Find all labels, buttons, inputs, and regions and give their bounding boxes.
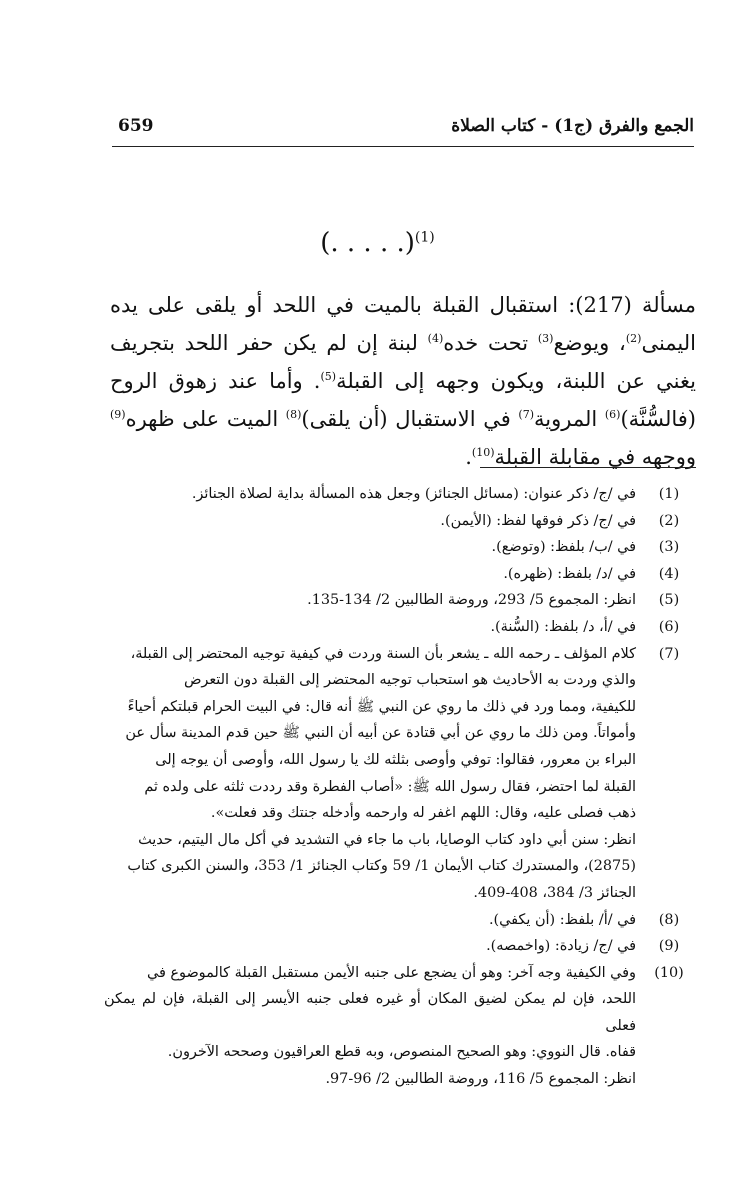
footnote-line: في /ج/ زيادة: (واخمصه). [486, 938, 636, 955]
footnote-number: (5) [658, 592, 680, 609]
footnote-line: للكيفية، ومما ورد في ذلك ما روي عن النبي ﷺ أنه قال: في البيت الحرام قبلتكم أحياءً [127, 698, 636, 715]
footnote-ref: (8) [285, 408, 302, 421]
footnote-text [104, 481, 636, 508]
footnote-text [104, 561, 636, 588]
section-title-text: (. . . . .) [320, 228, 415, 258]
footnote-text [104, 933, 636, 960]
footnote-text [104, 614, 636, 641]
main-text-segment: ، ويوضع [553, 331, 626, 355]
footnote [104, 508, 696, 535]
footnote-number: (3) [658, 539, 680, 556]
footnote-ref: (2) [625, 332, 642, 345]
footnote-line: البراء بن معرور، فقالوا: توفي وأوصى بثلثه لك يا رسول الله، وأوصى أن يوجه إلى [155, 751, 636, 768]
footnote-text [104, 641, 636, 907]
footnote-number: (1) [658, 486, 680, 502]
footnote-number: (2) [658, 512, 680, 529]
footnote-number: (4) [658, 565, 680, 582]
footnote-number: (9) [658, 938, 680, 955]
footnote-ref: (9) [110, 408, 126, 421]
footnote-line: وفي الكيفية وجه آخر: وهو أن يضجع على جنبه الأيمن مستقبل القبلة كالموضوع في [146, 964, 636, 981]
footnote [104, 614, 696, 641]
footnote-separator [480, 467, 696, 468]
footnote [104, 534, 696, 561]
footnote-line: في /أ، د/ بلفظ: (السُّنة). [490, 618, 636, 635]
footnote [104, 587, 696, 614]
footnotes [104, 481, 696, 1093]
footnote [104, 561, 696, 588]
footnote-number: (8) [658, 911, 680, 928]
main-text-segment: تحت خده [443, 331, 538, 355]
page-number: 659 [118, 116, 154, 136]
footnote [104, 641, 696, 907]
footnote-line: والذي وردت به الأحاديث هو استحباب توجيه المحتضر إلى القبلة دون التعرض [184, 672, 636, 689]
issue-paragraph [110, 286, 696, 476]
footnote-ref: (10) [471, 446, 495, 459]
main-text-segment: الميت على ظهره [125, 407, 286, 431]
footnote-line: قفاه. قال النووي: وهو الصحيح المنصوص، وبه قطع العراقيون وصححه الآخرون. [167, 1044, 636, 1061]
footnote-text [104, 508, 636, 535]
footnote-line: في /ج/ ذكر فوقها لفظ: (الأيمن). [440, 512, 636, 529]
footnote-line: انظر: سنن أبي داود كتاب الوصايا، باب ما جاء في التشديد في أكل مال اليتيم، حديث [138, 831, 636, 848]
footnote [104, 933, 696, 960]
footnote-line: في /ب/ بلفظ: (وتوضع). [491, 539, 636, 556]
footnote-ref: (5) [320, 370, 337, 383]
footnote-text [104, 907, 636, 934]
footnote-line: في /ج/ ذكر عنوان: (مسائل الجنائز) وجعل هذه المسألة بداية لصلاة الجنائز. [191, 486, 636, 502]
footnote [104, 481, 696, 508]
footnote [104, 960, 696, 1093]
main-text-segment: المروية [534, 407, 605, 431]
footnote-text [104, 534, 636, 561]
running-title: الجمع والفرق (ج1) - كتاب الصلاة [451, 116, 694, 136]
footnote-line: وأمواتاً. ومن ذلك ما روي عن أبي قتادة عن أبيه أن النبي ﷺ حين قدم المدينة سأل عن [125, 725, 636, 742]
main-text-segment: ووجهه في مقابلة القبلة [494, 445, 696, 469]
footnote-text [104, 587, 636, 614]
main-text-segment: لبنة إن لم يكن حفر اللحد بتجريف يغني عن اللبنة، ويكون وجهه إلى القبلة [110, 331, 696, 393]
main-text [110, 286, 696, 476]
main-text-segment: في الاستقبال (أن يلقى) [301, 407, 519, 431]
footnote-line: (2875)، والمستدرك كتاب الأيمان 1/ 59 وكتاب الجنائز 1/ 353، والسنن الكبرى كتاب [127, 858, 636, 875]
footnote-number: (7) [658, 645, 680, 662]
footnote-line: انظر: المجموع 5/ 116، وروضة الطالبين 2/ 96-97. [325, 1071, 636, 1088]
running-header [112, 112, 694, 147]
footnote-line: القبلة لما احتضر، فقال رسول الله ﷺ: «أصاب الفطرة وقد رددت ثلثه على ولده ثم [144, 778, 636, 795]
footnote-text [104, 960, 636, 1093]
footnote-ref: (1) [414, 229, 435, 246]
footnote-line: كلام المؤلف ـ رحمه الله ـ يشعر بأن السنة وردت في كيفية توجيه المحتضر إلى القبلة، [130, 645, 636, 662]
footnote-line: في /د/ بلفظ: (ظهره). [503, 565, 636, 582]
footnote-line: في /أ/ بلفظ: (أن يكفي). [488, 911, 636, 928]
footnote [104, 907, 696, 934]
issue-label: مسألة (217): [568, 293, 697, 317]
main-text-segment: استقبال القبلة بالميت في اللحد أو يلقى على يده اليمنى [110, 293, 696, 355]
footnote-number: (6) [658, 618, 680, 635]
footnote-line: ذهب فصلى عليه، وقال: اللهم اغفر له وارحمه وأدخله جنتك وقد فعلت». [210, 805, 636, 822]
footnote-line: اللحد، فإن لم يمكن لضيق المكان أو غيره فعلى جنبه الأيسر إلى القبلة، فإن لم يمكن فعلى [104, 991, 636, 1034]
main-text-segment: . [465, 445, 472, 469]
section-title [0, 228, 755, 258]
footnote-line: انظر: المجموع 5/ 293، وروضة الطالبين 2/ 134-135. [307, 592, 636, 609]
footnote-ref: (7) [518, 408, 534, 421]
footnote-number: (10) [654, 964, 684, 981]
footnote-ref: (4) [427, 332, 444, 345]
footnote-line: الجنائز 3/ 384، 408-409. [473, 884, 636, 901]
footnote-ref: (3) [537, 332, 554, 345]
footnote-ref: (6) [604, 408, 621, 421]
main-text-segment: . وأما عند زهوق الروح (فالسُّنَّة) [110, 369, 696, 431]
